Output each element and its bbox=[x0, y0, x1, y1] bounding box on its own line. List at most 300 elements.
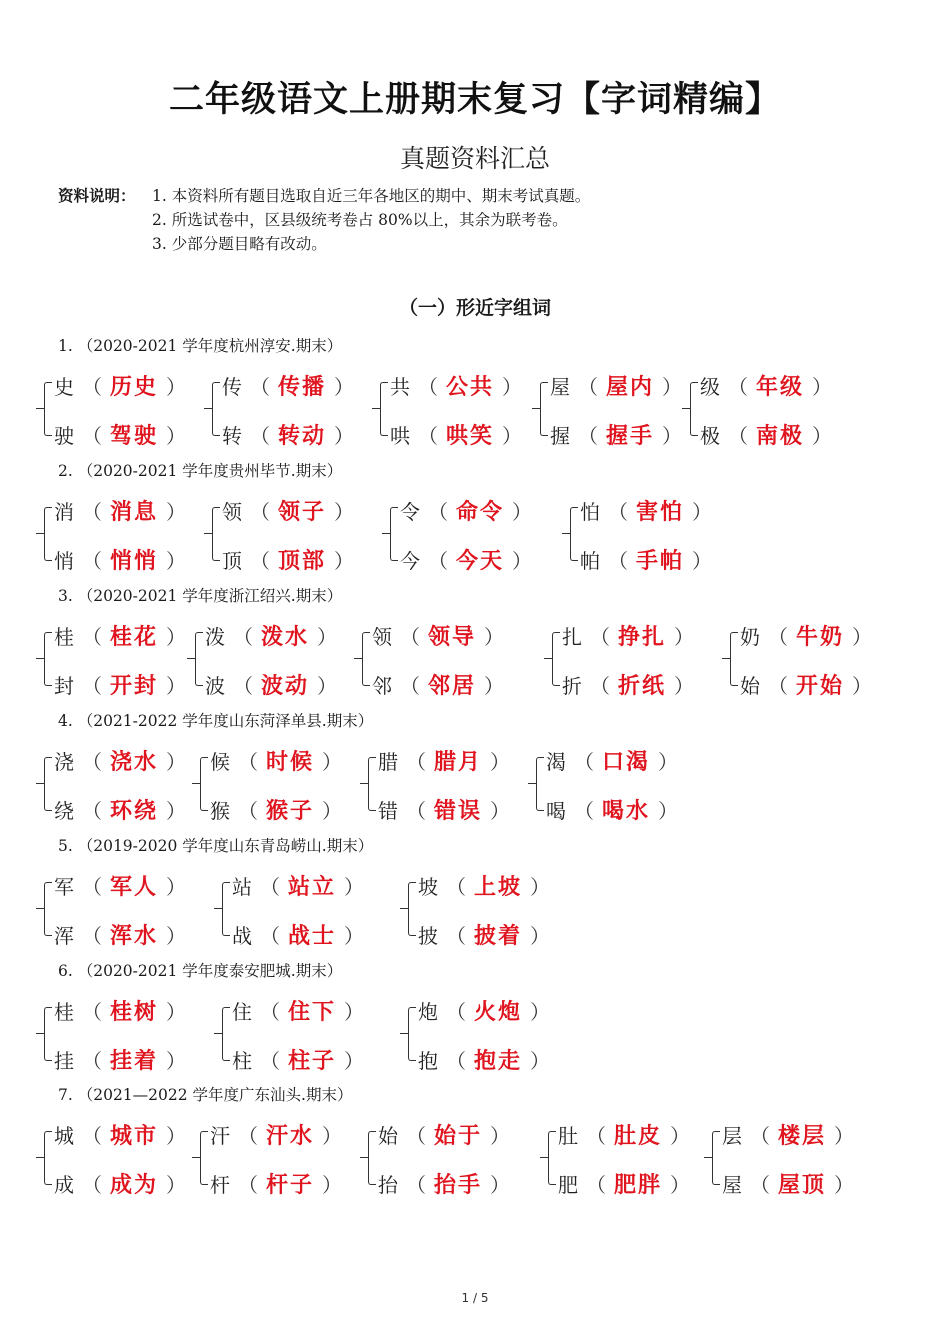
base-character: 顶 bbox=[222, 549, 242, 573]
answer-word: 南极 bbox=[756, 424, 805, 449]
brace-icon bbox=[212, 507, 220, 561]
paren-open: （ bbox=[250, 375, 270, 399]
answer-word: 环绕 bbox=[110, 799, 159, 824]
paren-open: （ bbox=[586, 1124, 606, 1148]
brace-icon bbox=[368, 757, 376, 811]
paren-open: （ bbox=[82, 1049, 102, 1073]
paren-close: ） bbox=[322, 1173, 343, 1197]
answer-word: 年级 bbox=[756, 375, 805, 400]
paren-close: ） bbox=[692, 500, 713, 524]
note-item: 1. 本资料所有题目选取自近三年各地区的期中、期末考试真题。 bbox=[152, 187, 591, 205]
paren-open: （ bbox=[728, 424, 748, 448]
paren-close: ） bbox=[317, 674, 338, 698]
answer-word: 肚皮 bbox=[614, 1124, 663, 1149]
base-character: 肚 bbox=[558, 1124, 578, 1148]
base-character: 站 bbox=[232, 875, 252, 899]
brace-icon bbox=[195, 632, 203, 686]
paren-close: ） bbox=[166, 500, 187, 524]
answer-word: 桂树 bbox=[110, 1000, 159, 1025]
paren-open: （ bbox=[608, 549, 628, 573]
brace-icon bbox=[44, 1007, 52, 1061]
word-row bbox=[562, 669, 702, 699]
answer-word: 口渴 bbox=[602, 750, 651, 775]
word-row bbox=[390, 419, 530, 449]
base-character: 腊 bbox=[378, 750, 398, 774]
word-row bbox=[418, 1044, 558, 1074]
paren-open: （ bbox=[82, 1000, 102, 1024]
answer-word: 公共 bbox=[446, 375, 495, 400]
word-row bbox=[418, 919, 558, 949]
answer-word: 害怕 bbox=[636, 500, 685, 525]
paren-close: ） bbox=[670, 1124, 691, 1148]
word-row bbox=[54, 370, 194, 400]
answer-word: 城市 bbox=[110, 1124, 159, 1149]
paren-open: （ bbox=[250, 549, 270, 573]
brace-icon bbox=[390, 507, 398, 561]
word-row bbox=[722, 1119, 862, 1149]
base-character: 级 bbox=[700, 375, 720, 399]
paren-open: （ bbox=[446, 924, 466, 948]
paren-close: ） bbox=[166, 1124, 187, 1148]
paren-open: （ bbox=[574, 799, 594, 823]
answer-word: 火炮 bbox=[474, 1000, 523, 1025]
paren-close: ） bbox=[166, 549, 187, 573]
base-character: 史 bbox=[54, 375, 74, 399]
word-row bbox=[54, 620, 194, 650]
answer-word: 屋顶 bbox=[778, 1173, 827, 1198]
word-row bbox=[546, 745, 686, 775]
paren-open: （ bbox=[82, 500, 102, 524]
paren-open: （ bbox=[578, 424, 598, 448]
answer-word: 汗水 bbox=[266, 1124, 315, 1149]
word-row bbox=[54, 870, 194, 900]
page-title: 二年级语文上册期末复习【字词精编】 bbox=[168, 80, 781, 120]
paren-open: （ bbox=[590, 674, 610, 698]
question-header: 5. （2019-2020 学年度山东青岛崂山.期末） bbox=[58, 837, 374, 855]
base-character: 炮 bbox=[418, 1000, 438, 1024]
paren-open: （ bbox=[250, 500, 270, 524]
answer-word: 邻居 bbox=[428, 674, 477, 699]
word-row bbox=[54, 669, 194, 699]
answer-word: 始于 bbox=[434, 1124, 483, 1149]
paren-close: ） bbox=[852, 674, 873, 698]
base-character: 传 bbox=[222, 375, 242, 399]
paren-open: （ bbox=[608, 500, 628, 524]
base-character: 今 bbox=[400, 549, 420, 573]
base-character: 奶 bbox=[740, 625, 760, 649]
word-row bbox=[54, 745, 194, 775]
paren-open: （ bbox=[82, 625, 102, 649]
answer-word: 传播 bbox=[278, 375, 327, 400]
answer-word: 握手 bbox=[606, 424, 655, 449]
base-character: 候 bbox=[210, 750, 230, 774]
base-character: 披 bbox=[418, 924, 438, 948]
answer-word: 柱子 bbox=[288, 1049, 337, 1074]
brace-icon bbox=[44, 757, 52, 811]
paren-open: （ bbox=[446, 1049, 466, 1073]
word-row bbox=[54, 995, 194, 1025]
paren-close: ） bbox=[834, 1124, 855, 1148]
word-row bbox=[210, 1168, 350, 1198]
brace-icon bbox=[200, 1131, 208, 1185]
answer-word: 消息 bbox=[110, 500, 159, 525]
base-character: 领 bbox=[222, 500, 242, 524]
answer-word: 喝水 bbox=[602, 799, 651, 824]
word-row bbox=[54, 794, 194, 824]
brace-icon bbox=[540, 382, 548, 436]
base-character: 喝 bbox=[546, 799, 566, 823]
note-item: 3. 少部分题目略有改动。 bbox=[152, 235, 327, 253]
paren-close: ） bbox=[166, 799, 187, 823]
word-row bbox=[54, 1168, 194, 1198]
word-row bbox=[550, 419, 690, 449]
paren-close: ） bbox=[334, 424, 355, 448]
answer-word: 腊月 bbox=[434, 750, 483, 775]
paren-close: ） bbox=[166, 375, 187, 399]
answer-word: 住下 bbox=[288, 1000, 337, 1025]
base-character: 成 bbox=[54, 1173, 74, 1197]
base-character: 共 bbox=[390, 375, 410, 399]
answer-word: 哄笑 bbox=[446, 424, 495, 449]
paren-close: ） bbox=[344, 1000, 365, 1024]
base-character: 令 bbox=[400, 500, 420, 524]
page-subtitle: 真题资料汇总 bbox=[399, 144, 550, 173]
base-character: 抱 bbox=[418, 1049, 438, 1073]
paren-open: （ bbox=[428, 500, 448, 524]
word-row bbox=[54, 419, 194, 449]
paren-close: ） bbox=[166, 625, 187, 649]
answer-word: 领子 bbox=[278, 500, 327, 525]
base-character: 极 bbox=[700, 424, 720, 448]
word-row bbox=[222, 495, 362, 525]
word-row bbox=[54, 495, 194, 525]
paren-open: （ bbox=[82, 674, 102, 698]
brace-icon bbox=[552, 632, 560, 686]
paren-close: ） bbox=[812, 375, 833, 399]
base-character: 层 bbox=[722, 1124, 742, 1148]
paren-close: ） bbox=[166, 1173, 187, 1197]
word-row bbox=[205, 669, 345, 699]
paren-close: ） bbox=[674, 674, 695, 698]
answer-word: 时候 bbox=[266, 750, 315, 775]
page-number: 1 / 5 bbox=[461, 1291, 489, 1305]
paren-close: ） bbox=[670, 1173, 691, 1197]
paren-close: ） bbox=[658, 750, 679, 774]
paren-close: ） bbox=[344, 875, 365, 899]
paren-close: ） bbox=[322, 750, 343, 774]
answer-word: 牛奶 bbox=[796, 625, 845, 650]
answer-word: 军人 bbox=[110, 875, 159, 900]
paren-open: （ bbox=[590, 625, 610, 649]
base-character: 肥 bbox=[558, 1173, 578, 1197]
paren-close: ） bbox=[530, 875, 551, 899]
word-row bbox=[222, 544, 362, 574]
base-character: 消 bbox=[54, 500, 74, 524]
base-character: 浇 bbox=[54, 750, 74, 774]
base-character: 住 bbox=[232, 1000, 252, 1024]
paren-open: （ bbox=[406, 1173, 426, 1197]
paren-open: （ bbox=[250, 424, 270, 448]
paren-open: （ bbox=[400, 625, 420, 649]
paren-open: （ bbox=[428, 549, 448, 573]
base-character: 屋 bbox=[550, 375, 570, 399]
base-character: 邻 bbox=[372, 674, 392, 698]
answer-word: 领导 bbox=[428, 625, 477, 650]
word-row bbox=[210, 1119, 350, 1149]
answer-word: 肥胖 bbox=[614, 1173, 663, 1198]
word-row bbox=[54, 1044, 194, 1074]
base-character: 错 bbox=[378, 799, 398, 823]
paren-open: （ bbox=[260, 875, 280, 899]
paren-open: （ bbox=[750, 1124, 770, 1148]
paren-open: （ bbox=[406, 1124, 426, 1148]
answer-word: 战士 bbox=[288, 924, 337, 949]
word-row bbox=[232, 870, 372, 900]
paren-close: ） bbox=[530, 1000, 551, 1024]
paren-close: ） bbox=[344, 1049, 365, 1073]
paren-close: ） bbox=[530, 924, 551, 948]
paren-close: ） bbox=[512, 549, 533, 573]
paren-close: ） bbox=[166, 1000, 187, 1024]
base-character: 军 bbox=[54, 875, 74, 899]
base-character: 波 bbox=[205, 674, 225, 698]
base-character: 坡 bbox=[418, 875, 438, 899]
answer-word: 挂着 bbox=[110, 1049, 159, 1074]
paren-close: ） bbox=[512, 500, 533, 524]
answer-word: 开始 bbox=[796, 674, 845, 699]
brace-icon bbox=[44, 882, 52, 936]
base-character: 握 bbox=[550, 424, 570, 448]
word-row bbox=[232, 919, 372, 949]
paren-open: （ bbox=[728, 375, 748, 399]
answer-word: 抬手 bbox=[434, 1173, 483, 1198]
word-row bbox=[400, 495, 540, 525]
answer-word: 今天 bbox=[456, 549, 505, 574]
base-character: 渴 bbox=[546, 750, 566, 774]
brace-icon bbox=[548, 1131, 556, 1185]
paren-open: （ bbox=[578, 375, 598, 399]
answer-word: 驾驶 bbox=[110, 424, 159, 449]
question-header: 7. （2021—2022 学年度广东汕头.期末） bbox=[58, 1086, 353, 1104]
paren-close: ） bbox=[166, 875, 187, 899]
base-character: 驶 bbox=[54, 424, 74, 448]
paren-close: ） bbox=[662, 424, 683, 448]
word-row bbox=[54, 544, 194, 574]
paren-close: ） bbox=[658, 799, 679, 823]
paren-close: ） bbox=[502, 424, 523, 448]
word-row bbox=[700, 419, 840, 449]
word-row bbox=[550, 370, 690, 400]
base-character: 猴 bbox=[210, 799, 230, 823]
question-header: 3. （2020-2021 学年度浙江绍兴.期末） bbox=[58, 587, 343, 605]
brace-icon bbox=[212, 382, 220, 436]
paren-close: ） bbox=[344, 924, 365, 948]
question-header: 6. （2020-2021 学年度泰安肥城.期末） bbox=[58, 962, 343, 980]
paren-open: （ bbox=[260, 1049, 280, 1073]
answer-word: 成为 bbox=[110, 1173, 159, 1198]
paren-open: （ bbox=[82, 924, 102, 948]
question-header: 1. （2020-2021 学年度杭州淳安.期末） bbox=[58, 337, 343, 355]
base-character: 转 bbox=[222, 424, 242, 448]
word-row bbox=[372, 669, 512, 699]
answer-word: 转动 bbox=[278, 424, 327, 449]
brace-icon bbox=[44, 632, 52, 686]
word-row bbox=[400, 544, 540, 574]
word-row bbox=[210, 794, 350, 824]
paren-open: （ bbox=[574, 750, 594, 774]
answer-word: 站立 bbox=[288, 875, 337, 900]
word-row bbox=[558, 1168, 698, 1198]
paren-close: ） bbox=[662, 375, 683, 399]
answer-word: 错误 bbox=[434, 799, 483, 824]
base-character: 汗 bbox=[210, 1124, 230, 1148]
paren-close: ） bbox=[484, 674, 505, 698]
base-character: 怕 bbox=[580, 500, 600, 524]
paren-open: （ bbox=[238, 750, 258, 774]
base-character: 帕 bbox=[580, 549, 600, 573]
word-row bbox=[378, 794, 518, 824]
answer-word: 泼水 bbox=[261, 625, 310, 650]
word-row bbox=[378, 745, 518, 775]
paren-open: （ bbox=[233, 674, 253, 698]
answer-word: 开封 bbox=[110, 674, 159, 699]
word-row bbox=[390, 370, 530, 400]
brace-icon bbox=[730, 632, 738, 686]
brace-icon bbox=[44, 382, 52, 436]
word-row bbox=[740, 620, 880, 650]
word-row bbox=[205, 620, 345, 650]
paren-open: （ bbox=[768, 625, 788, 649]
question-header: 4. （2021-2022 学年度山东菏泽单县.期末） bbox=[58, 712, 374, 730]
paren-close: ） bbox=[166, 1049, 187, 1073]
paren-close: ） bbox=[166, 750, 187, 774]
paren-close: ） bbox=[334, 375, 355, 399]
paren-open: （ bbox=[418, 375, 438, 399]
word-row bbox=[210, 745, 350, 775]
word-row bbox=[378, 1119, 518, 1149]
base-character: 屋 bbox=[722, 1173, 742, 1197]
word-row bbox=[372, 620, 512, 650]
word-row bbox=[546, 794, 686, 824]
base-character: 封 bbox=[54, 674, 74, 698]
answer-word: 披着 bbox=[474, 924, 523, 949]
paren-close: ） bbox=[490, 1124, 511, 1148]
paren-close: ） bbox=[166, 674, 187, 698]
brace-icon bbox=[222, 1007, 230, 1061]
notes-items bbox=[152, 184, 590, 256]
answer-word: 楼层 bbox=[778, 1124, 827, 1149]
word-row bbox=[722, 1168, 862, 1198]
answer-word: 抱走 bbox=[474, 1049, 523, 1074]
paren-close: ） bbox=[490, 750, 511, 774]
answer-word: 浑水 bbox=[110, 924, 159, 949]
brace-icon bbox=[200, 757, 208, 811]
paren-close: ） bbox=[334, 500, 355, 524]
base-character: 始 bbox=[378, 1124, 398, 1148]
paren-open: （ bbox=[238, 799, 258, 823]
answer-word: 历史 bbox=[110, 375, 159, 400]
paren-open: （ bbox=[82, 799, 102, 823]
brace-icon bbox=[44, 1131, 52, 1185]
base-character: 桂 bbox=[54, 1000, 74, 1024]
brace-icon bbox=[222, 882, 230, 936]
paren-close: ） bbox=[490, 1173, 511, 1197]
answer-word: 手帕 bbox=[636, 549, 685, 574]
paren-open: （ bbox=[400, 674, 420, 698]
base-character: 城 bbox=[54, 1124, 74, 1148]
paren-open: （ bbox=[750, 1173, 770, 1197]
answer-word: 猴子 bbox=[266, 799, 315, 824]
base-character: 泼 bbox=[205, 625, 225, 649]
brace-icon bbox=[712, 1131, 720, 1185]
paren-open: （ bbox=[82, 375, 102, 399]
paren-close: ） bbox=[812, 424, 833, 448]
paren-open: （ bbox=[238, 1124, 258, 1148]
base-character: 杆 bbox=[210, 1173, 230, 1197]
paren-close: ） bbox=[692, 549, 713, 573]
paren-close: ） bbox=[490, 799, 511, 823]
brace-icon bbox=[408, 882, 416, 936]
note-item: 2. 所选试卷中，区县级统考卷占 80%以上，其余为联考卷。 bbox=[152, 211, 568, 229]
paren-open: （ bbox=[446, 1000, 466, 1024]
word-row bbox=[580, 495, 720, 525]
answer-word: 桂花 bbox=[110, 625, 159, 650]
word-row bbox=[740, 669, 880, 699]
brace-icon bbox=[536, 757, 544, 811]
word-row bbox=[558, 1119, 698, 1149]
base-character: 桂 bbox=[54, 625, 74, 649]
base-character: 抬 bbox=[378, 1173, 398, 1197]
answer-word: 命令 bbox=[456, 500, 505, 525]
paren-close: ） bbox=[166, 424, 187, 448]
paren-open: （ bbox=[406, 799, 426, 823]
paren-open: （ bbox=[446, 875, 466, 899]
paren-close: ） bbox=[852, 625, 873, 649]
answer-word: 屋内 bbox=[606, 375, 655, 400]
paren-close: ） bbox=[502, 375, 523, 399]
base-character: 折 bbox=[562, 674, 582, 698]
paren-close: ） bbox=[674, 625, 695, 649]
answer-word: 上坡 bbox=[474, 875, 523, 900]
paren-open: （ bbox=[82, 875, 102, 899]
base-character: 哄 bbox=[390, 424, 410, 448]
paren-open: （ bbox=[418, 424, 438, 448]
brace-icon bbox=[408, 1007, 416, 1061]
word-row bbox=[54, 919, 194, 949]
paren-close: ） bbox=[322, 799, 343, 823]
base-character: 柱 bbox=[232, 1049, 252, 1073]
answer-word: 顶部 bbox=[278, 549, 327, 574]
section-title: （一）形近字组词 bbox=[398, 297, 551, 319]
paren-open: （ bbox=[233, 625, 253, 649]
word-row bbox=[232, 995, 372, 1025]
brace-icon bbox=[570, 507, 578, 561]
base-character: 扎 bbox=[562, 625, 582, 649]
paren-close: ） bbox=[334, 549, 355, 573]
notes-label: 资料说明： bbox=[58, 186, 136, 205]
question-header: 2. （2020-2021 学年度贵州毕节.期末） bbox=[58, 462, 343, 480]
word-row bbox=[378, 1168, 518, 1198]
paren-open: （ bbox=[82, 1173, 102, 1197]
paren-open: （ bbox=[82, 1124, 102, 1148]
paren-open: （ bbox=[586, 1173, 606, 1197]
word-row bbox=[54, 1119, 194, 1149]
brace-icon bbox=[690, 382, 698, 436]
brace-icon bbox=[368, 1131, 376, 1185]
paren-open: （ bbox=[260, 924, 280, 948]
answer-word: 杆子 bbox=[266, 1173, 315, 1198]
word-row bbox=[418, 870, 558, 900]
